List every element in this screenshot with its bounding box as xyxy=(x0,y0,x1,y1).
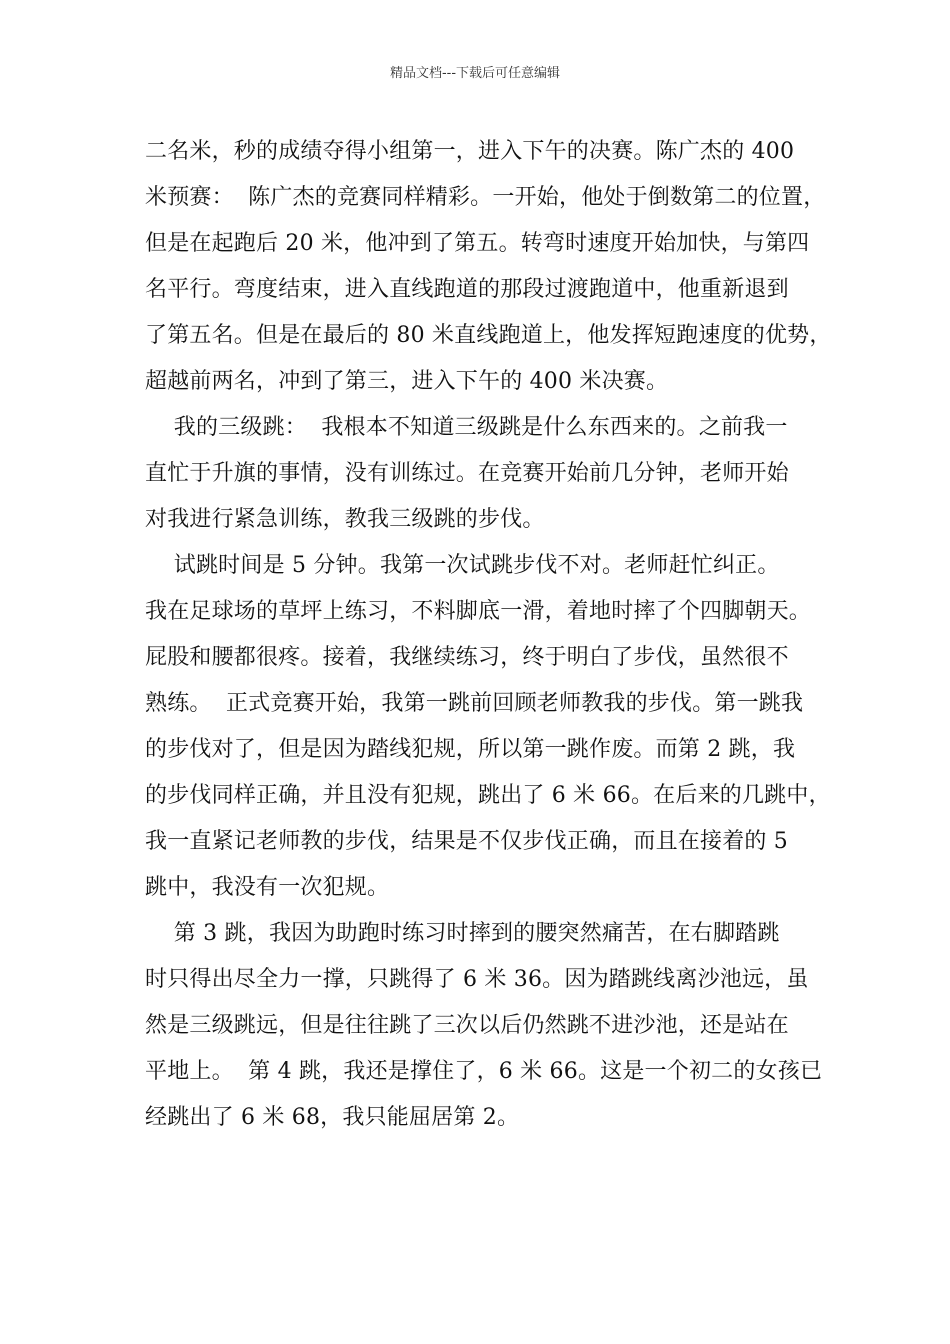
page-header: 精品文档---下载后可任意编辑 xyxy=(389,66,561,81)
paragraph-4 xyxy=(145,916,823,1146)
text-line: 第 3 跳，我因为助跑时练习时摔到的腰突然痛苦，在右脚踏跳 xyxy=(145,921,780,946)
text-line: 我的三级跳： 我根本不知道三级跳是什么东西来的。之前我一 xyxy=(145,415,788,440)
text-line: 但是在起跑后 20 米，他冲到了第五。转弯时速度开始加快，与第四 xyxy=(145,231,810,256)
text-line: 屁股和腰都很疼。接着，我继续练习，终于明白了步伐，虽然很不 xyxy=(145,645,789,670)
body-text xyxy=(145,134,832,1146)
text-line: 跳中，我没有一次犯规。 xyxy=(145,875,390,900)
text-line: 试跳时间是 5 分钟。我第一次试跳步伐不对。老师赶忙纠正。 xyxy=(145,553,780,578)
paragraph-1 xyxy=(145,134,832,410)
text-line: 直忙于升旗的事情，没有训练过。在竞赛开始前几分钟，老师开始 xyxy=(145,461,789,486)
text-line: 二名米，秒的成绩夺得小组第一，进入下午的决赛。陈广杰的 400 xyxy=(145,139,795,164)
text-line: 名平行。弯度结束，进入直线跑道的那段过渡跑道中，他重新退到 xyxy=(145,277,789,302)
text-line: 然是三级跳远，但是往往跳了三次以后仍然跳不进沙池，还是站在 xyxy=(145,1013,789,1038)
text-line: 的步伐对了，但是因为踏线犯规，所以第一跳作废。而第 2 跳，我 xyxy=(145,737,796,762)
paragraph-3 xyxy=(145,548,831,916)
text-line: 对我进行紧急训练，教我三级跳的步伐。 xyxy=(145,507,545,532)
text-line: 时只得出尽全力一撑，只跳得了 6 米 36。因为踏跳线离沙池远，虽 xyxy=(145,967,809,992)
text-line: 我在足球场的草坪上练习，不料脚底一滑，着地时摔了个四脚朝天。 xyxy=(145,599,812,624)
text-line: 熟练。 正式竞赛开始，我第一跳前回顾老师教我的步伐。第一跳我 xyxy=(145,691,804,716)
text-line: 了第五名。但是在最后的 80 米直线跑道上，他发挥短跑速度的优势， xyxy=(145,323,832,348)
text-line: 平地上。 第 4 跳，我还是撑住了，6 米 66。这是一个初二的女孩已 xyxy=(145,1059,823,1084)
text-line: 米预赛： 陈广杰的竞赛同样精彩。一开始，他处于倒数第二的位置， xyxy=(145,185,826,210)
paragraph-2 xyxy=(145,410,813,548)
text-line: 的步伐同样正确，并且没有犯规，跳出了 6 米 66。在后来的几跳中， xyxy=(145,783,831,808)
text-line: 超越前两名，冲到了第三，进入下午的 400 米决赛。 xyxy=(145,369,669,394)
text-line: 经跳出了 6 米 68，我只能屈居第 2。 xyxy=(145,1105,520,1130)
text-line: 我一直紧记老师教的步伐，结果是不仅步伐正确，而且在接着的 5 xyxy=(145,829,788,854)
